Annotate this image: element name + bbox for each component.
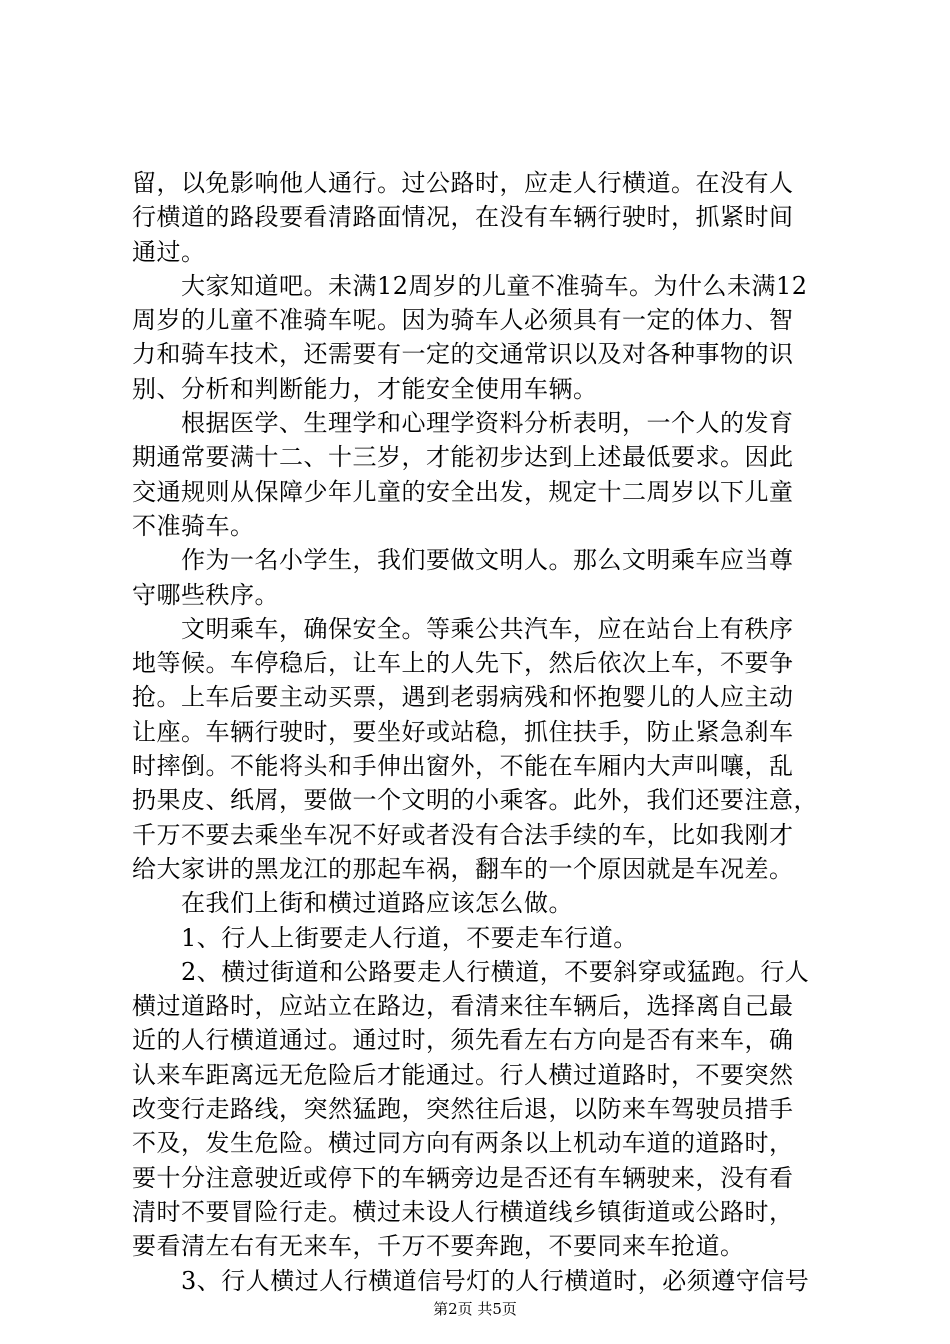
text-line: 要十分注意驶近或停下的车辆旁边是否还有车辆驶来，没有看 bbox=[132, 1163, 794, 1192]
text-line: 别、分析和判断能力，才能安全使用车辆。 bbox=[132, 374, 598, 403]
paragraph bbox=[132, 955, 832, 1264]
text-line: 抢。上车后要主动买票，遇到老弱病残和怀抱婴儿的人应主动 bbox=[132, 683, 794, 712]
text-line: 留，以免影响他人通行。过公路时，应走人行横道。在没有人 bbox=[132, 169, 794, 197]
text-line: 交通规则从保障少年儿童的安全出发，规定十二周岁以下儿童 bbox=[132, 477, 794, 506]
text-line: 文明乘车，确保安全。等乘公共汽车，应在站台上有秩序 bbox=[181, 614, 794, 643]
text-line: 2、横过街道和公路要走人行横道，不要斜穿或猛跑。行人 bbox=[181, 957, 810, 986]
paragraph bbox=[132, 269, 832, 406]
document-body bbox=[132, 166, 832, 1298]
text-line: 根据医学、生理学和心理学资料分析表明，一个人的发育 bbox=[181, 409, 794, 438]
paragraph bbox=[132, 612, 832, 886]
paragraph bbox=[132, 921, 832, 955]
text-line: 地等候。车停稳后，让车上的人先下，然后依次上车，不要争 bbox=[132, 649, 794, 678]
paragraph bbox=[132, 406, 832, 543]
paragraph bbox=[132, 166, 832, 269]
text-line: 千万不要去乘坐车况不好或者没有合法手续的车，比如我刚才 bbox=[132, 820, 794, 849]
text-line: 大家知道吧。未满12周岁的儿童不准骑车。为什么未满12 bbox=[181, 271, 808, 300]
text-line: 3、行人横过人行横道信号灯的人行横道时，必须遵守信号 bbox=[181, 1266, 810, 1295]
text-line: 时摔倒。不能将头和手伸出窗外，不能在车厢内大声叫嚷，乱 bbox=[132, 752, 794, 781]
text-line: 通过。 bbox=[132, 237, 206, 266]
page-number: 第2页 共5页 bbox=[433, 1300, 517, 1318]
text-line: 近的人行横道通过。通过时，须先看左右方向是否有来车，确 bbox=[132, 1026, 794, 1055]
text-line: 力和骑车技术，还需要有一定的交通常识以及对各种事物的识 bbox=[132, 340, 794, 369]
text-line: 清时不要冒险行走。横过未设人行横道线乡镇街道或公路时， bbox=[132, 1197, 794, 1226]
text-line: 守哪些秩序。 bbox=[132, 580, 279, 609]
text-line: 周岁的儿童不准骑车呢。因为骑车人必须具有一定的体力、智 bbox=[132, 306, 794, 335]
paragraph bbox=[132, 886, 832, 920]
paragraph bbox=[132, 543, 832, 612]
text-line: 不准骑车。 bbox=[132, 511, 255, 540]
text-line: 行横道的路段要看清路面情况，在没有车辆行驶时，抓紧时间 bbox=[132, 203, 794, 232]
text-line: 不及，发生危险。横过同方向有两条以上机动车道的道路时， bbox=[132, 1129, 794, 1158]
page-footer bbox=[0, 1300, 950, 1318]
text-line: 给大家讲的黑龙江的那起车祸，翻车的一个原因就是车况差。 bbox=[132, 854, 794, 883]
paragraph bbox=[132, 1264, 832, 1298]
text-line: 在我们上街和横过道路应该怎么做。 bbox=[181, 889, 573, 918]
text-line: 扔果皮、纸屑，要做一个文明的小乘客。此外，我们还要注意， bbox=[132, 786, 818, 815]
text-line: 要看清左右有无来车，千万不要奔跑，不要同来车抢道。 bbox=[132, 1232, 745, 1261]
text-line: 1、行人上街要走人行道，不要走车行道。 bbox=[181, 923, 638, 952]
text-line: 认来车距离远无危险后才能通过。行人横过道路时，不要突然 bbox=[132, 1060, 794, 1089]
text-line: 作为一名小学生，我们要做文明人。那么文明乘车应当尊 bbox=[181, 546, 794, 575]
text-line: 改变行走路线，突然猛跑，突然往后退，以防来车驾驶员措手 bbox=[132, 1095, 794, 1124]
text-line: 横过道路时，应站立在路边，看清来往车辆后，选择离自己最 bbox=[132, 992, 794, 1021]
text-line: 让座。车辆行驶时，要坐好或站稳，抓住扶手，防止紧急刹车 bbox=[132, 717, 794, 746]
text-line: 期通常要满十二、十三岁，才能初步达到上述最低要求。因此 bbox=[132, 443, 794, 472]
